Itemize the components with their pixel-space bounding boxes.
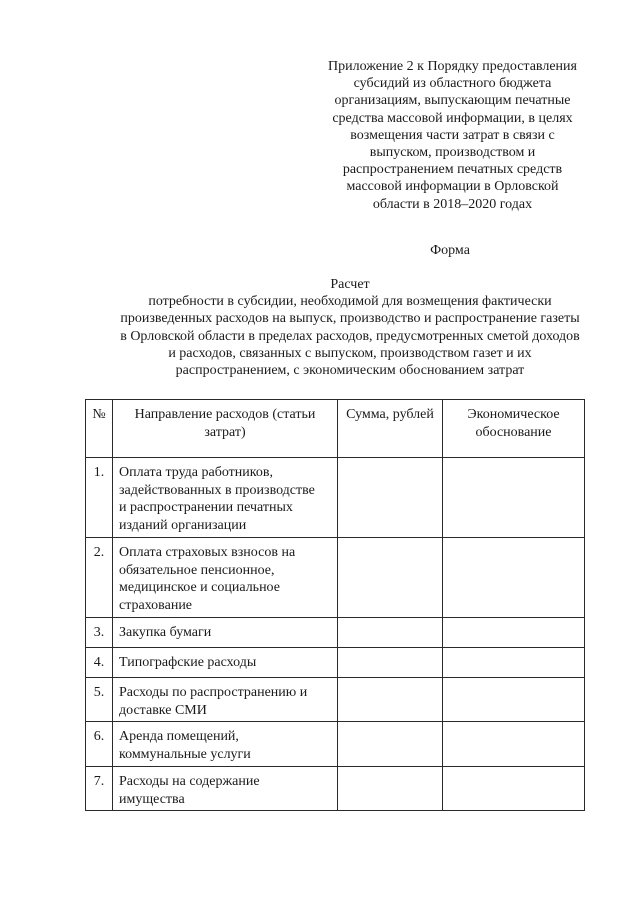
appendix-line: выпуском, производством и [369, 145, 536, 161]
row-sum-cell[interactable] [338, 538, 443, 618]
row-num: 6. [86, 722, 113, 767]
row-direction-line: имущества [119, 791, 185, 807]
row-num: 3. [86, 618, 113, 648]
row-direction [113, 538, 338, 618]
title-line: Расчет [330, 277, 370, 292]
document-title [70, 276, 630, 379]
header-direction [113, 400, 338, 458]
row-direction-line: Аренда помещений, [119, 729, 239, 744]
title-line: потребности в субсидии, необходимой для возмещения фактически [148, 294, 552, 310]
title-line: и расходов, связанных с выпуском, производством газет и их [168, 345, 532, 361]
row-num: 4. [86, 648, 113, 678]
row-direction-line: Закупка бумаги [119, 625, 212, 640]
row-sum-cell[interactable] [338, 767, 443, 811]
row-direction-line: медицинское и социальное [119, 580, 280, 595]
row-sum-cell[interactable] [338, 458, 443, 538]
row-direction-line: Расходы на содержание [119, 774, 260, 789]
row-direction-line: Расходы по распространению и [119, 685, 308, 700]
row-num: 2. [86, 538, 113, 618]
row-direction-line: изданий организации [119, 517, 247, 533]
row-sum-cell[interactable] [338, 678, 443, 722]
header-num: № [86, 400, 113, 458]
row-justification-cell[interactable] [443, 767, 585, 811]
row-justification-cell[interactable] [443, 618, 585, 648]
row-num: 7. [86, 767, 113, 811]
appendix-note [305, 58, 600, 213]
row-sum-cell[interactable] [338, 618, 443, 648]
row-sum-cell[interactable] [338, 722, 443, 767]
expense-table [85, 399, 585, 811]
appendix-line: распространением печатных средств [342, 162, 563, 178]
row-direction [113, 648, 338, 678]
header-direction-line: затрат) [204, 424, 246, 440]
table-row [86, 618, 585, 648]
row-justification-cell[interactable] [443, 722, 585, 767]
row-direction-line: обязательное пенсионное, [119, 562, 275, 578]
row-num: 5. [86, 678, 113, 722]
appendix-line: Приложение 2 к Порядку предоставления [328, 59, 577, 74]
table-row [86, 722, 585, 767]
appendix-line: области в 2018–2020 годах [372, 196, 533, 212]
row-justification-cell[interactable] [443, 538, 585, 618]
row-sum-cell[interactable] [338, 648, 443, 678]
header-justification-line: обоснование [475, 424, 552, 440]
title-line: распространением, с экономическим обоснованием затрат [175, 363, 525, 379]
row-direction [113, 767, 338, 811]
row-direction [113, 678, 338, 722]
form-label: Форма [430, 243, 470, 258]
title-line: произведенных расходов на выпуск, производство и распространение газеты [120, 311, 580, 327]
header-justification [443, 400, 585, 458]
row-justification-cell[interactable] [443, 678, 585, 722]
row-direction [113, 618, 338, 648]
table-row [86, 678, 585, 722]
row-direction-line: Типографские расходы [119, 655, 257, 670]
table-row [86, 648, 585, 678]
row-direction [113, 722, 338, 767]
appendix-line: возмещения части затрат в связи с [350, 127, 555, 143]
row-direction-line: страхование [119, 597, 193, 613]
header-direction-line: Направление расходов (статьи [134, 407, 316, 422]
row-direction-line: задействованных в производстве [119, 482, 315, 498]
row-direction-line: Оплата страховых взносов на [119, 545, 296, 560]
appendix-line: организациям, выпускающим печатные [334, 93, 571, 109]
row-direction-line: доставке СМИ [119, 702, 207, 718]
table-row [86, 458, 585, 538]
title-line: в Орловской области в пределах расходов, предусмотренных сметой доходов [120, 328, 580, 344]
appendix-line: субсидий из областного бюджета [353, 76, 552, 92]
row-justification-cell[interactable] [443, 458, 585, 538]
table-row [86, 538, 585, 618]
header-sum: Сумма, рублей [338, 400, 443, 458]
row-justification-cell[interactable] [443, 648, 585, 678]
row-num: 1. [86, 458, 113, 538]
appendix-line: средства массовой информации, в целях [332, 110, 573, 126]
table-header-row [86, 400, 585, 458]
row-direction-line: Оплата труда работников, [119, 465, 273, 480]
appendix-line: массовой информации в Орловской [346, 179, 559, 195]
row-direction-line: и распространении печатных [119, 500, 293, 515]
table-row [86, 767, 585, 811]
row-direction [113, 458, 338, 538]
header-justification-line: Экономическое [467, 407, 560, 422]
row-direction-line: коммунальные услуги [119, 746, 251, 762]
